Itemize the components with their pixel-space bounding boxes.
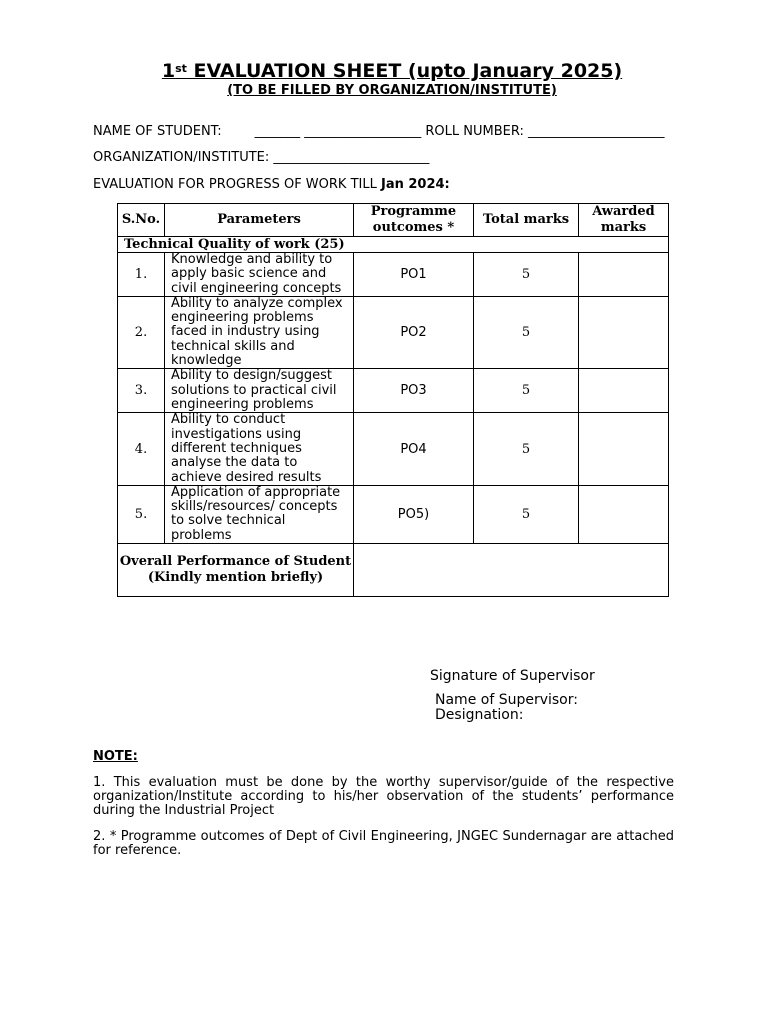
table-row (118, 413, 669, 485)
header-awarded-marks: Awarded marks (579, 204, 669, 237)
header-parameters: Parameters (165, 204, 354, 237)
signature-label: Signature of Supervisor (430, 668, 595, 684)
overall-performance-field[interactable] (354, 544, 669, 597)
row-parameter: Application of appropriate skills/resources/ concepts to solve technical problems (165, 485, 354, 543)
student-name-roll-line: NAME OF STUDENT: _______ __________________ ROLL NUMBER: _____________________ (93, 124, 665, 139)
row-sno: 2. (118, 296, 165, 368)
row-parameter: Ability to conduct investigations using different techniques analyse the data to achieve desired results (165, 413, 354, 485)
table-row (118, 296, 669, 368)
row-parameter: Ability to analyze complex engineering problems faced in industry using technical skills and knowledge (165, 296, 354, 368)
row-total-marks: 5 (474, 296, 579, 368)
row-total-marks: 5 (474, 369, 579, 413)
row-sno: 1. (118, 253, 165, 297)
page-subtitle: (TO BE FILLED BY ORGANIZATION/INSTITUTE) (227, 83, 557, 98)
table-row (118, 369, 669, 413)
section-title: Technical Quality of work (25) (118, 237, 669, 253)
row-parameter: Knowledge and ability to apply basic science and civil engineering concepts (165, 253, 354, 297)
row-sno: 3. (118, 369, 165, 413)
title-ordinal: 1 (161, 60, 176, 82)
progress-date: Jan 2024: (380, 177, 450, 192)
organization-line: ORGANIZATION/INSTITUTE: ________________________ (93, 150, 430, 165)
evaluation-table (117, 203, 669, 597)
row-sno: 4. (118, 413, 165, 485)
overall-label-line2: (Kindly mention briefly) (147, 570, 324, 586)
row-awarded-marks-cell[interactable] (579, 253, 669, 297)
row-total-marks: 5 (474, 413, 579, 485)
title-text: EVALUATION SHEET (upto January 2025) (186, 60, 623, 82)
row-awarded-marks-cell[interactable] (579, 413, 669, 485)
row-sno: 5. (118, 485, 165, 543)
row-awarded-marks-cell[interactable] (579, 296, 669, 368)
page-title (0, 60, 768, 82)
title-ordinal-suffix: st (175, 62, 187, 75)
row-po: PO2 (354, 296, 474, 368)
header-total-marks: Total marks (474, 204, 579, 237)
supervisor-name-label: Name of Supervisor: (435, 692, 578, 708)
row-total-marks: 5 (474, 253, 579, 297)
progress-label: EVALUATION FOR PROGRESS OF WORK TILL (93, 177, 381, 192)
row-awarded-marks-cell[interactable] (579, 485, 669, 543)
row-total-marks: 5 (474, 485, 579, 543)
header-programme-outcomes: Programme outcomes * (354, 204, 474, 237)
row-po: PO1 (354, 253, 474, 297)
note-heading: NOTE: (93, 749, 138, 764)
row-po: PO5) (354, 485, 474, 543)
table-row (118, 253, 669, 297)
header-sno: S.No. (118, 204, 165, 237)
overall-performance-row (118, 544, 669, 597)
designation-label: Designation: (435, 707, 524, 723)
row-awarded-marks-cell[interactable] (579, 369, 669, 413)
overall-performance-label (118, 544, 354, 597)
table-row (118, 485, 669, 543)
note-item-1: 1. This evaluation must be done by the worthy supervisor/guide of the respective organization/Institute according to his/her observation of the students’ performance during the Industrial Project (93, 775, 674, 818)
section-row (118, 237, 669, 253)
table-header-row (118, 204, 669, 237)
row-po: PO4 (354, 413, 474, 485)
overall-label-line1: Overall Performance of Student (119, 554, 352, 570)
progress-line (93, 177, 450, 193)
row-po: PO3 (354, 369, 474, 413)
row-parameter: Ability to design/suggest solutions to practical civil engineering problems (165, 369, 354, 413)
note-item-2: 2. * Programme outcomes of Dept of Civil Engineering, JNGEC Sundernagar are attached for reference. (93, 829, 674, 858)
